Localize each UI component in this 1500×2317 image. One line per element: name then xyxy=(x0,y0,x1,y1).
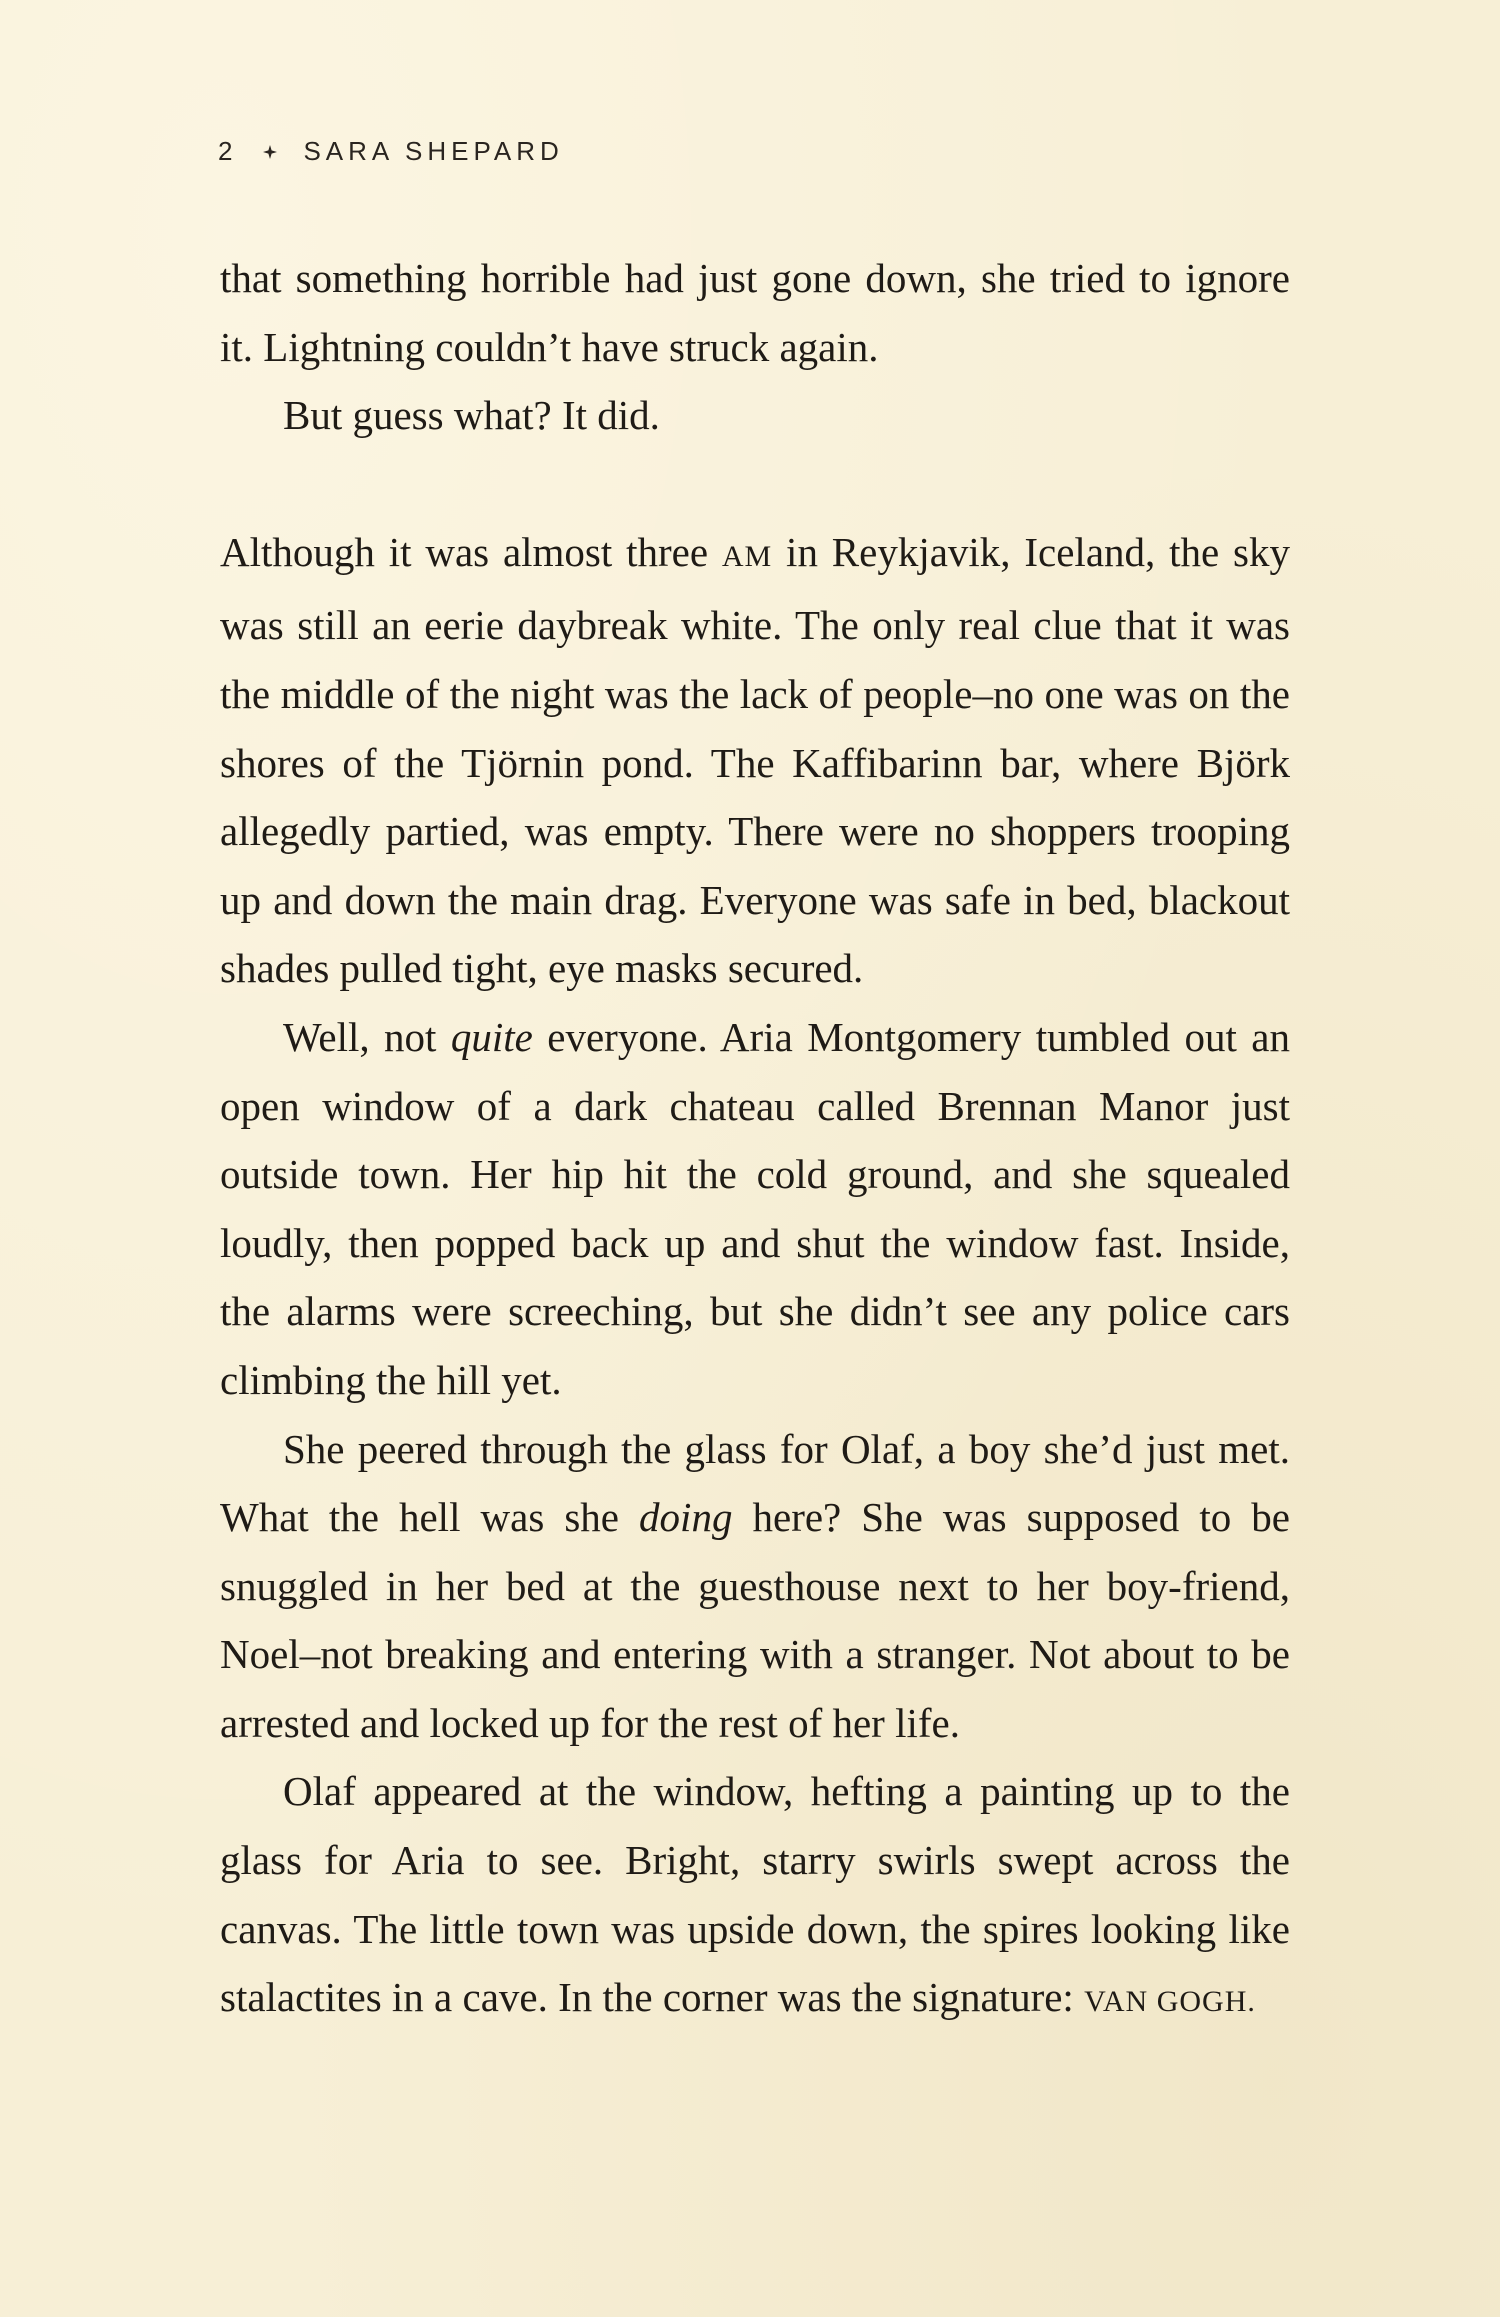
running-header xyxy=(218,131,564,171)
author-name: SARA SHEPARD xyxy=(303,135,564,166)
small-caps-am: AM xyxy=(721,539,773,573)
paragraph-5-text-a: She peered through the glass for Olaf, a boy she’d just met. What the hell was she xyxy=(220,1425,1290,1541)
paragraph-3-text-b: in Reykjavik, Iceland, the sky was still an eerie daybreak white. The only real clue that it was the middle of the night was the lack of people–no one was on the shores of the Tjörnin pond. The Kaffibarinn bar, where Björk allegedly partied, was empty. There were no shoppers trooping up and down the main drag. Everyone was safe in bed, blackout shades pulled tight, eye masks secured. xyxy=(220,528,1290,992)
paragraph-6 xyxy=(220,1757,1290,2036)
paragraph-5 xyxy=(220,1415,1290,1758)
section-break xyxy=(220,450,1290,518)
small-caps-signature: VAN GOGH. xyxy=(1084,1985,1256,2019)
paragraph-3-text-a: Although it was almost three xyxy=(220,528,722,575)
paragraph-6-text: Olaf appeared at the window, hefting a painting up to the glass for Aria to see. Bright, starry swirls swept across the canvas. The little town was upside down, the spires looking like stalactites in a cave. In the corner was the signature: xyxy=(220,1768,1290,2021)
body-text xyxy=(220,244,1290,2037)
paragraph-4-text-a: Well, not xyxy=(283,1013,451,1060)
paragraph-4-text-b: everyone. Aria Montgomery tumbled out an open window of a dark chateau called Brennan Manor just outside town. Her hip hit the cold ground, and she squealed loudly, then popped back up and shut the window fast. Inside, the alarms were screeching, but she didn’t see any police cars climbing the hill yet. xyxy=(220,1013,1290,1403)
italic-doing: doing xyxy=(639,1494,733,1541)
diamond-star-icon xyxy=(263,145,277,159)
paragraph-1: that something horrible had just gone down, she tried to ignore it. Lightning couldn’t have struck again. xyxy=(220,255,1290,370)
paragraph-4 xyxy=(220,1003,1290,1415)
paragraph-2: But guess what? It did. xyxy=(283,392,660,439)
paragraph-5-text-b: here? She was supposed to be snuggled in her bed at the guesthouse next to her boy- xyxy=(220,1494,1290,1609)
paragraph-5-text-c: friend, Noel–not breaking and entering with a stranger. Not about to be arrested and locked up for the rest of her life. xyxy=(220,1562,1290,1746)
paragraph-3 xyxy=(220,518,1290,1003)
italic-quite: quite xyxy=(450,1013,533,1060)
page-number: 2 xyxy=(218,135,238,166)
